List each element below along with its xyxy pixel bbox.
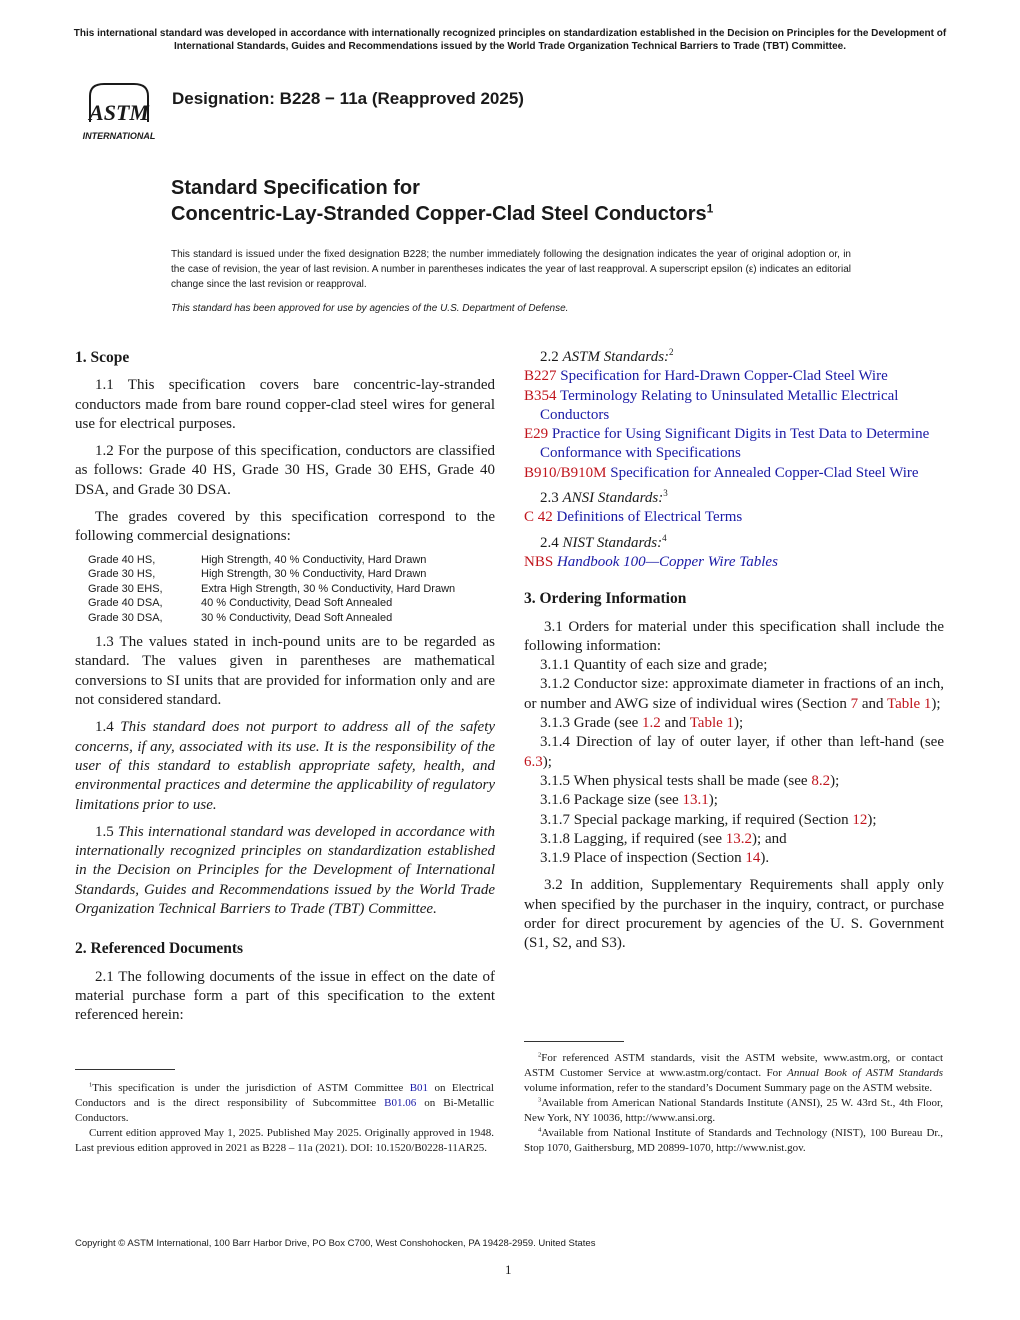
astm-logo [76,76,162,144]
footnote-1-edition: Current edition approved May 1, 2025. Published May 2025. Originally approved in 1948. Last previous edition approved in 2021 as B228 – 11a (2021). DOI: 10.1520/B0228-11AR25. [75,1127,494,1154]
grade-cell: Grade 40 DSA, [88,597,163,610]
link-committee-b01[interactable]: B01 [409,1082,429,1094]
grade-desc-cell: 30 % Conductivity, Dead Soft Annealed [201,611,393,624]
paragraph-1-2: 1.2 For the purpose of this specification, conductors are classified as follows: Grade 40 HS, Grade 30 HS, Grade 30 EHS, Grade 40 DSA, and Grade 30 DSA. [75,443,495,498]
link-13-1[interactable]: 13.1 [682,792,709,809]
title-line-2 [171,201,713,227]
link-6-3[interactable]: 6.3 [524,753,543,770]
ansi-standards-heading: 2.3 ANSI Standards:$^3$ [540,488,668,507]
item-3-1-6: 3.1.6 Package size (see 13.1); [540,792,718,809]
item-3-1-3: 3.1.3 Grade (see 1.2 and Table 1); [540,715,744,732]
link-section-7[interactable]: 7 [850,695,859,712]
footnote-2: $^2$For referenced ASTM standards, visit the ASTM website, www.astm.org, or contact ASTM Customer Service at www.astm.org/contact. For Annual Book of ASTM Standards volume information, refer to the standard’s Document Summary page on the ASTM website. [524,1051,943,1094]
logo-subtext: INTERNATIONAL [82,131,156,141]
logo-text: ASTM [89,100,149,125]
grade-cell: Grade 30 EHS, [88,582,163,595]
astm-standards-heading: 2.2 ASTM Standards:$^2$ [540,347,674,365]
footnote-marker-2[interactable]: 2 [669,347,674,357]
footnote-1: $^1$This specification is under the jurisdiction of ASTM Committee B01 on Electrical Conductors and is the direct responsibility of Subcommittee B01.06 on Bi-Metallic Conductors. [75,1081,494,1124]
item-3-1-9: 3.1.9 Place of inspection (Section 14). [540,850,770,867]
paragraph-grades-intro: The grades covered by this specification correspond to the following commercial designations: [75,509,495,545]
paragraph-1-4: 1.4 This standard does not purport to address all of the safety concerns, if any, associated with its use. It is the responsibility of the user of this standard to establish appropriate safety, health, and environmental practices and determine the applicability of regulatory limitations prior to use. [75,719,496,813]
grade-cell: Grade 30 HS, [88,568,156,581]
footnote-divider-right [524,1041,624,1042]
paragraph-1-3: 1.3 The values stated in inch-pound units are to be regarded as standard. The values given in parentheses are mathematical conversions to SI units that are provided for information only and are not considered standard. [75,634,495,709]
paragraph-2-1: 2.1 The following documents of the issue in effect on the date of material purchase form a part of this specification to the extent referenced herein: [75,968,495,1024]
dod-approval-note: This standard has been approved for use by agencies of the U.S. Department of Defense. [171,303,569,314]
grade-desc-cell: High Strength, 40 % Conductivity, Hard Drawn [201,553,427,566]
title-text: Concentric-Lay-Stranded Copper-Clad Steel Conductors [171,203,707,225]
footnotes-right [524,1051,943,1156]
international-standard-notice: This international standard was developed in accordance with internationally recognized principles on standardization established in the Decision on Principles for the Development of International Standards, Guides and Recommendations issued by the World Trade Organization Technical Barriers to Trade (TBT) Committee. [73,28,947,52]
right-column [524,348,944,962]
section-heading-referenced-documents: 2. Referenced Documents [75,940,244,958]
link-subcommittee-b01-06[interactable]: B01.06 [384,1097,417,1109]
grade-desc-cell: 40 % Conductivity, Dead Soft Annealed [201,597,393,610]
table-row [88,567,455,582]
footnote-marker-3[interactable]: 3 [663,488,668,499]
table-row [88,582,455,597]
table-row [88,596,455,611]
footnote-3: $^3$Available from American National Standards Institute (ANSI), 25 W. 43rd St., 4th Floor, New York, NY 10036, http://www.ansi.org. [524,1096,943,1124]
paragraph-1-1: 1.1 This specification covers bare concentric-lay-stranded conductors made from bare round copper-clad steel wires for general use for electrical purposes. [75,377,495,432]
grades-table [88,553,455,626]
grade-desc-cell: High Strength, 30 % Conductivity, Hard Drawn [201,568,427,581]
item-3-1-8: 3.1.8 Lagging, if required (see 13.2); and [540,830,787,847]
link-table-1[interactable]: Table 1 [689,715,735,732]
footnote-4: $^4$Available from National Institute of Standards and Technology (NIST), 100 Bureau Dr., Stop 1070, Gaithersburg, MD 20899-1070, http://www.nist.gov. [524,1126,943,1154]
item-3-1-7: 3.1.7 Special package marking, if required (Section 12); [540,811,877,828]
reference-b910[interactable]: B910/B910M Specification for Annealed Copper-Clad Steel Wire [524,464,919,481]
section-heading-ordering: 3. Ordering Information [524,590,687,608]
item-3-1-5: 3.1.5 When physical tests shall be made (see 8.2); [540,772,840,789]
designation: Designation: B228 − 11a (Reapproved 2025) [172,89,524,108]
footnote-divider-left [75,1069,175,1070]
item-3-1-1: 3.1.1 Quantity of each size and grade; [540,657,768,674]
page-number: 1 [505,1262,512,1277]
left-column [75,348,495,1034]
title-line-1: Standard Specification for [171,177,420,199]
item-3-1-2: 3.1.2 Conductor size: approximate diameter in fractions of an inch, or number and AWG size of individual wires (Section 7 and Table 1); [524,676,944,712]
document-title [171,175,713,227]
link-8-2[interactable]: 8.2 [811,772,831,789]
link-section-12[interactable]: 12 [852,811,868,828]
link-section-14[interactable]: 14 [745,850,761,867]
grade-desc-cell: Extra High Strength, 30 % Conductivity, Hard Drawn [201,582,456,595]
paragraph-3-2: 3.2 In addition, Supplementary Requirements shall apply only when specified by the purchaser in the inquiry, contract, or purchase order for direct procurement by agencies of the U. S. Government (S1, S2, and S3). [524,877,944,952]
table-row [88,553,455,568]
reference-b227[interactable]: B227 Specification for Hard-Drawn Copper-Clad Steel Wire [524,368,888,385]
footnotes-left [75,1081,494,1156]
link-table-1[interactable]: Table 1 [887,695,932,712]
copyright-line: Copyright © ASTM International, 100 Barr Harbor Drive, PO Box C700, West Conshohocken, PA 19428-2959. United States [75,1238,596,1249]
title-footnote-marker[interactable]: 1 [706,201,714,216]
reference-nbs[interactable]: NBS Handbook 100—Copper Wire Tables [524,553,778,570]
issue-note: This standard is issued under the fixed designation B228; the number immediately following the designation indicates the year of original adoption or, in the case of revision, the year of last revision. A number in parentheses indicates the year of last reapproval. A superscript epsilon (ε) indicates an editorial change since the last revision or reapproval. [171,249,851,290]
grade-cell: Grade 30 DSA, [88,611,163,624]
link-1-2[interactable]: 1.2 [642,715,661,732]
section-heading-scope: 1. Scope [75,349,130,366]
reference-b354[interactable]: B354 Terminology Relating to Uninsulated Metallic Electrical Conductors [524,387,899,423]
footnote-marker-4[interactable]: 4 [662,532,667,543]
paragraph-3-1: 3.1 Orders for material under this specification shall include the following information: [524,618,944,654]
reference-c42[interactable]: C 42 Definitions of Electrical Terms [524,509,743,526]
link-13-2[interactable]: 13.2 [725,830,753,847]
grade-cell: Grade 40 HS, [88,553,156,566]
paragraph-1-5: 1.5 This international standard was developed in accordance with internationally recognized principles on standardization established in the Decision on Principles for the Development of International Standards, Guides and Recommendations issued by the World Trade Organization Technical Barriers to Trade (TBT) Committee. [75,823,495,918]
nist-standards-heading: 2.4 NIST Standards:$^4$ [540,532,667,551]
reference-e29[interactable]: E29 Practice for Using Significant Digits in Test Data to Determine Conformance with Specifications [524,426,930,462]
table-row [88,611,455,626]
item-3-1-4: 3.1.4 Direction of lay of outer layer, if other than left-hand (see 6.3); [524,734,944,770]
